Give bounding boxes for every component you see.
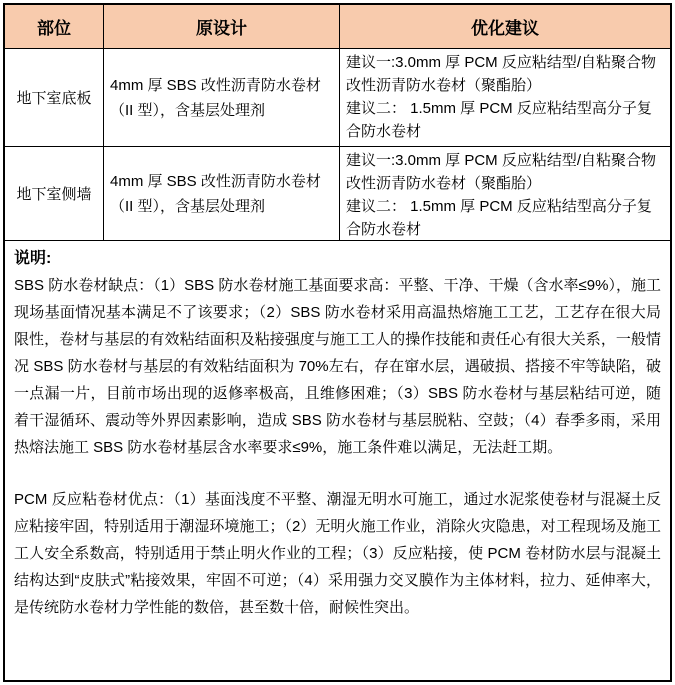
header-label-original-design: 原设计 <box>196 19 247 38</box>
row1-original-design-cell <box>104 49 340 147</box>
header-label-part: 部位 <box>37 19 71 38</box>
row2-suggestion-cell <box>340 147 670 241</box>
header-cell-optimization-suggestion <box>340 5 670 49</box>
row1-part-cell <box>5 49 104 147</box>
row1-suggestion-1: 建议一:3.0mm 厚 PCM 反应粘结型/自粘聚合物改性沥青防水卷材（聚酯胎） <box>346 54 657 94</box>
header-cell-original-design <box>104 5 340 49</box>
row1-part-label: 地下室底板 <box>16 90 92 107</box>
row1-suggestion-2: 建议二： 1.5mm 厚 PCM 反应粘结型高分子复合防水卷材 <box>346 100 652 140</box>
table-grid <box>5 5 670 241</box>
header-cell-part <box>5 5 104 49</box>
row2-suggestion-1: 建议一:3.0mm 厚 PCM 反应粘结型/自粘聚合物改性沥青防水卷材（聚酯胎） <box>346 152 657 192</box>
notes-paragraph-pcm-advantages: PCM 反应粘卷材优点：（1）基面浅度不平整、潮湿无明水可施工，通过水泥浆使卷材与混凝土反应粘接牢固，特别适用于潮湿环境施工；（2）无明火施工作业，消除火灾隐患，对工程现场及施工工人安全系数高，特别适用于禁止明火作业的工程；（3）反应粘接，使 PCM 卷材防水层与混凝土结构达到“皮肤式”粘接效果，牢固不可逆；（4）采用强力交叉膜作为主体材料，拉力、延伸率大，是传统防水卷材力学性能的数倍，甚至数十倍，耐候性突出。 <box>14 491 661 616</box>
row2-part-label: 地下室侧墙 <box>16 186 92 203</box>
row2-original-design-cell <box>104 147 340 241</box>
notes-title: 说明: <box>14 250 52 267</box>
notes-paragraph-sbs-disadvantages: SBS 防水卷材缺点：（1）SBS 防水卷材施工基面要求高：平整、干净、干燥（含水率≤9%），施工现场基面情况基本满足不了该要求；（2）SBS 防水卷材采用高温热熔施工工艺，工艺存在很大局限性，卷材与基层的有效粘结面积及粘接强度与施工工人的操作技能和责任心有很大关系，一般情况 SBS 防水卷材与基层的有效粘结面积为 70%左右，存在窜水层，遇破损、搭接不牢等缺陷，破一点漏一片，目前市场出现的返修率极高，且维修困难；（3）SBS 防水卷材与基层粘结可逆，随着干湿循环、震动等外界因素影响，造成 SBS 防水卷材与基层脱粘、空鼓；（4）春季多雨，采用热熔法施工 SBS 防水卷材基层含水率要求≤9%，施工条件难以满足，无法赶工期。 <box>14 277 661 456</box>
row1-original-design-text: 4mm 厚 SBS 改性沥青防水卷材（II 型），含基层处理剂 <box>110 76 321 119</box>
row2-part-cell <box>5 147 104 241</box>
row2-original-design-text: 4mm 厚 SBS 改性沥青防水卷材（II 型），含基层处理剂 <box>110 172 321 215</box>
notes-section <box>5 241 670 680</box>
row1-suggestion-cell <box>340 49 670 147</box>
optimization-table <box>3 3 672 682</box>
row2-suggestion-2: 建议二： 1.5mm 厚 PCM 反应粘结型高分子复合防水卷材 <box>346 198 652 238</box>
header-label-optimization-suggestion: 优化建议 <box>471 19 539 38</box>
